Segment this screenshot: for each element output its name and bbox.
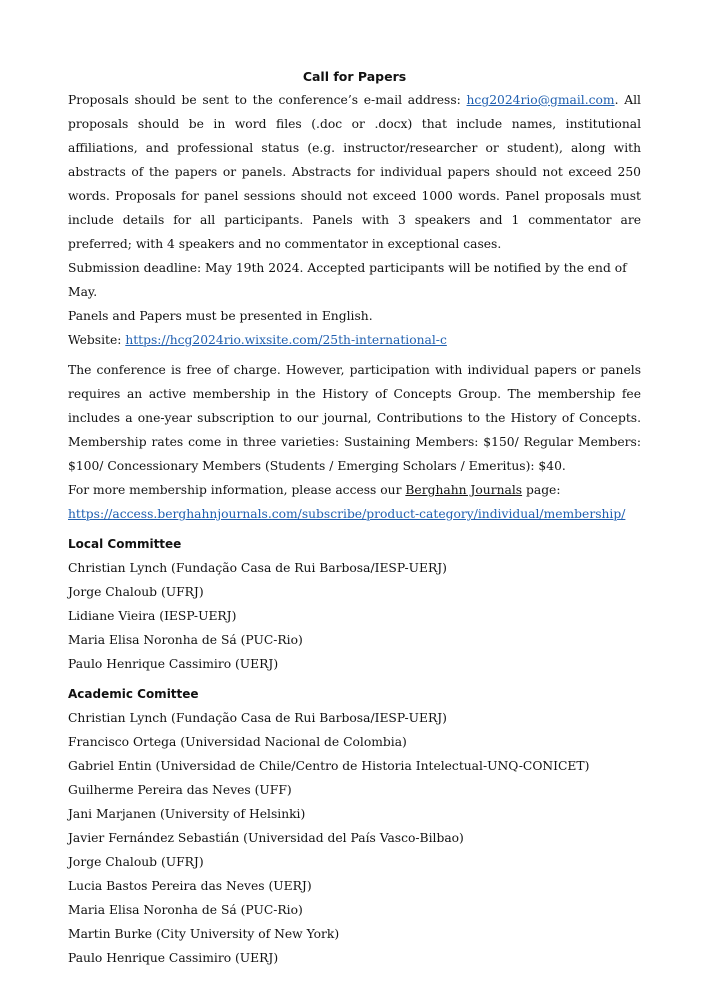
academic-committee-heading: Academic Comittee — [68, 687, 199, 701]
membership-more-line — [68, 478, 641, 502]
list-item: Gabriel Entin (Universidad de Chile/Centro de Historia Intelectual-UNQ-CONICET) — [68, 759, 590, 773]
list-item: Javier Fernández Sebastián (Universidad del País Vasco-Bilbao) — [68, 831, 464, 845]
page-title: Call for Papers — [302, 69, 407, 84]
membership-more-intro: For more membership information, please access our — [68, 483, 406, 497]
list-item: Lucia Bastos Pereira das Neves (UERJ) — [68, 879, 312, 893]
list-item: Maria Elisa Noronha de Sá (PUC-Rio) — [68, 903, 303, 917]
proposals-rest: . All proposals should be in word files (.doc or .docx) that include names, institutional affiliations, and professional status (e.g. instructor/researcher or student), along with abstracts of the papers or panels. Abstracts for individual papers should not exceed 250 words. Proposals for panel sessions should not exceed 1000 words. Panel proposals must include details for all participants. Panels with 3 speakers and 1 commentator are preferred; with 4 speakers and no commentator in exceptional cases. — [68, 93, 641, 251]
list-item: Lidiane Vieira (IESP-UERJ) — [68, 609, 237, 623]
email-link[interactable]: hcg2024rio@gmail.com — [466, 93, 615, 107]
list-item: Maria Elisa Noronha de Sá (PUC-Rio) — [68, 633, 303, 647]
local-committee-heading: Local Committee — [68, 537, 182, 551]
website-label: Website: — [68, 333, 126, 347]
proposals-paragraph — [68, 88, 641, 256]
academic-committee-list — [68, 706, 641, 970]
membership-more-outro: page: — [522, 483, 561, 497]
website-line — [68, 328, 641, 352]
list-item: Paulo Henrique Cassimiro (UERJ) — [68, 951, 279, 965]
list-item: Christian Lynch (Fundação Casa de Rui Barbosa/IESP-UERJ) — [68, 561, 447, 575]
list-item: Jani Marjanen (University of Helsinki) — [68, 807, 306, 821]
berghahn-journals-link[interactable]: Berghahn Journals — [405, 483, 523, 497]
deadline-text: Submission deadline: May 19th 2024. Accepted participants will be notified by the end of May. — [68, 261, 627, 299]
membership-url-line — [68, 502, 641, 526]
list-item: Guilherme Pereira das Neves (UFF) — [68, 783, 292, 797]
document-page — [68, 66, 641, 970]
list-item: Francisco Ortega (Universidad Nacional de Colombia) — [68, 735, 407, 749]
list-item: Christian Lynch (Fundação Casa de Rui Barbosa/IESP-UERJ) — [68, 711, 447, 725]
list-item: Paulo Henrique Cassimiro (UERJ) — [68, 657, 279, 671]
local-committee-list — [68, 556, 641, 676]
website-link[interactable]: https://hcg2024rio.wixsite.com/25th-international-c — [125, 333, 447, 347]
membership-url-link[interactable]: https://access.berghahnjournals.com/subscribe/product-category/individual/membership/ — [68, 507, 626, 521]
proposals-intro: Proposals should be sent to the conference’s e-mail address: — [68, 93, 467, 107]
list-item: Jorge Chaloub (UFRJ) — [68, 855, 204, 869]
membership-paragraph: The conference is free of charge. However, participation with individual papers or panels requires an active membership in the History of Concepts Group. The membership fee includes a one-year subscription to our journal, Contributions to the History of Concepts. Membership rates come in three varieties: Sustaining Members: $150/ Regular Members: $100/ Concessionary Members (Students / Emerging Scholars / Emeritus): $40. — [68, 363, 641, 473]
list-item: Martin Burke (City University of New York) — [68, 927, 340, 941]
list-item: Jorge Chaloub (UFRJ) — [68, 585, 204, 599]
language-text: Panels and Papers must be presented in English. — [68, 309, 373, 323]
